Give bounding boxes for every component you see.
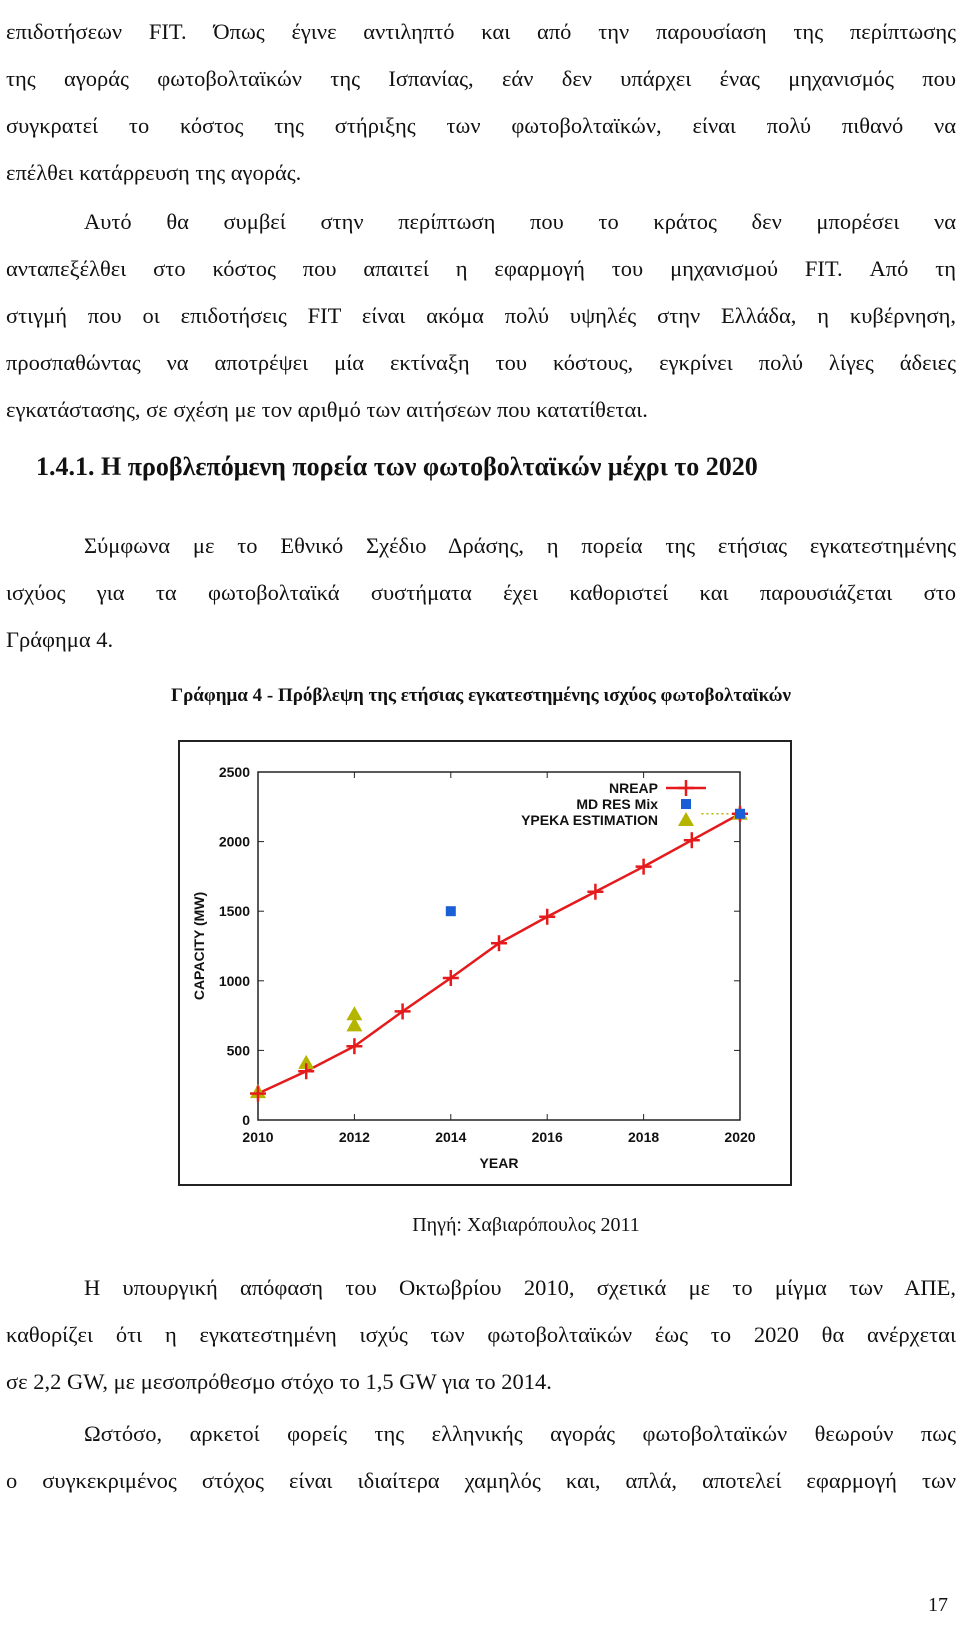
paragraph-5 (6, 1410, 956, 1504)
text-line: ο συγκεκριμένος στόχος είναι ιδιαίτερα χαμηλός και, απλά, αποτελεί εφαρμογή των (6, 1468, 956, 1493)
x-tick-label: 2018 (628, 1129, 660, 1145)
x-tick-label: 2020 (724, 1129, 756, 1145)
x-axis-label: YEAR (479, 1155, 519, 1171)
y-axis-label: CAPACITY (MW) (191, 891, 207, 1001)
figure-caption: Γράφημα 4 - Πρόβλεψη της ετήσιας εγκατεστημένης ισχύος φωτοβολταϊκών (171, 685, 791, 706)
x-tick-label: 2012 (338, 1129, 370, 1145)
text-line: εγκατάστασης, σε σχέση με τον αριθμό των αιτήσεων που κατατίθεται. (6, 397, 648, 422)
chart-frame (178, 740, 792, 1186)
x-tick-label: 2016 (531, 1129, 563, 1145)
text-line: της αγοράς φωτοβολταϊκών της Ισπανίας, εάν δεν υπάρχει ένας μηχανισμός που (6, 66, 956, 91)
text-line: Σύμφωνα με το Εθνικό Σχέδιο Δράσης, η πορεία της ετήσιας εγκατεστημένης (84, 533, 956, 558)
text-line: καθορίζει ότι η εγκατεστημένη ισχύς των φωτοβολταϊκών έως το 2020 θα ανέρχεται (6, 1322, 956, 1347)
text-line: στιγμή που οι επιδοτήσεις FIT είναι ακόμα πολύ υψηλές στην Ελλάδα, η κυβέρνηση, (6, 303, 956, 328)
text-line: επιδοτήσεων FIT. Όπως έγινε αντιληπτό και από την παρουσίαση της περίπτωσης (6, 19, 956, 44)
nreap-line (258, 814, 740, 1094)
legend-label: MD RES Mix (576, 796, 658, 812)
paragraph-1 (6, 8, 956, 196)
y-tick-label: 2000 (218, 833, 250, 850)
md-res-mix-point (735, 809, 745, 819)
y-tick-label: 2500 (218, 764, 250, 780)
text-line: Η υπουργική απόφαση του Οκτωβρίου 2010, σχετικά με το μίγμα των ΑΠΕ, (84, 1275, 956, 1300)
capacity-chart (180, 742, 790, 1184)
paragraph-2 (6, 198, 956, 433)
page-number: 17 (928, 1594, 948, 1616)
text-line: προσπαθώντας να αποτρέψει μία εκτίναξη του κόστους, εγκρίνει πολύ λίγες άδειες (6, 350, 956, 375)
text-line: Ωστόσο, αρκετοί φορείς της ελληνικής αγοράς φωτοβολταϊκών θεωρούν πως (84, 1421, 956, 1446)
paragraph-4 (6, 1264, 956, 1405)
ypeka-point (346, 1006, 362, 1020)
text-line: Γράφημα 4. (6, 627, 114, 652)
y-tick-label: 0 (242, 1112, 250, 1128)
x-tick-label: 2014 (435, 1129, 467, 1145)
y-tick-label: 500 (226, 1042, 250, 1059)
legend-marker (681, 799, 691, 809)
legend-label: YPEKA ESTIMATION (521, 812, 658, 828)
section-heading: 1.4.1. Η προβλεπόμενη πορεία των φωτοβολταϊκών μέχρι το 2020 (36, 452, 758, 481)
x-tick-label: 2010 (242, 1129, 274, 1145)
y-tick-label: 1000 (218, 972, 250, 989)
text-line: ανταπεξέλθει στο κόστος που απαιτεί η εφαρμογή του μηχανισμού FIT. Από τη (6, 256, 956, 281)
text-line: σε 2,2 GW, με μεσοπρόθεσμο στόχο το 1,5 GW για το 2014. (6, 1369, 552, 1394)
text-line: ισχύος για τα φωτοβολταϊκά συστήματα έχει καθοριστεί και παρουσιάζεται στο (6, 580, 956, 605)
paragraph-3 (6, 522, 956, 663)
text-line: Αυτό θα συμβεί στην περίπτωση που το κράτος δεν μπορέσει να (84, 209, 956, 234)
legend-marker (678, 812, 694, 826)
y-tick-label: 1500 (218, 903, 250, 920)
legend-label: NREAP (608, 780, 658, 796)
text-line: συγκρατεί το κόστος της στήριξης των φωτοβολταϊκών, είναι πολύ πιθανό να (6, 113, 956, 138)
text-line: επέλθει κατάρρευση της αγοράς. (6, 160, 302, 185)
figure-source: Πηγή: Χαβιαρόπουλος 2011 (412, 1214, 640, 1236)
md-res-mix-point (446, 906, 456, 916)
